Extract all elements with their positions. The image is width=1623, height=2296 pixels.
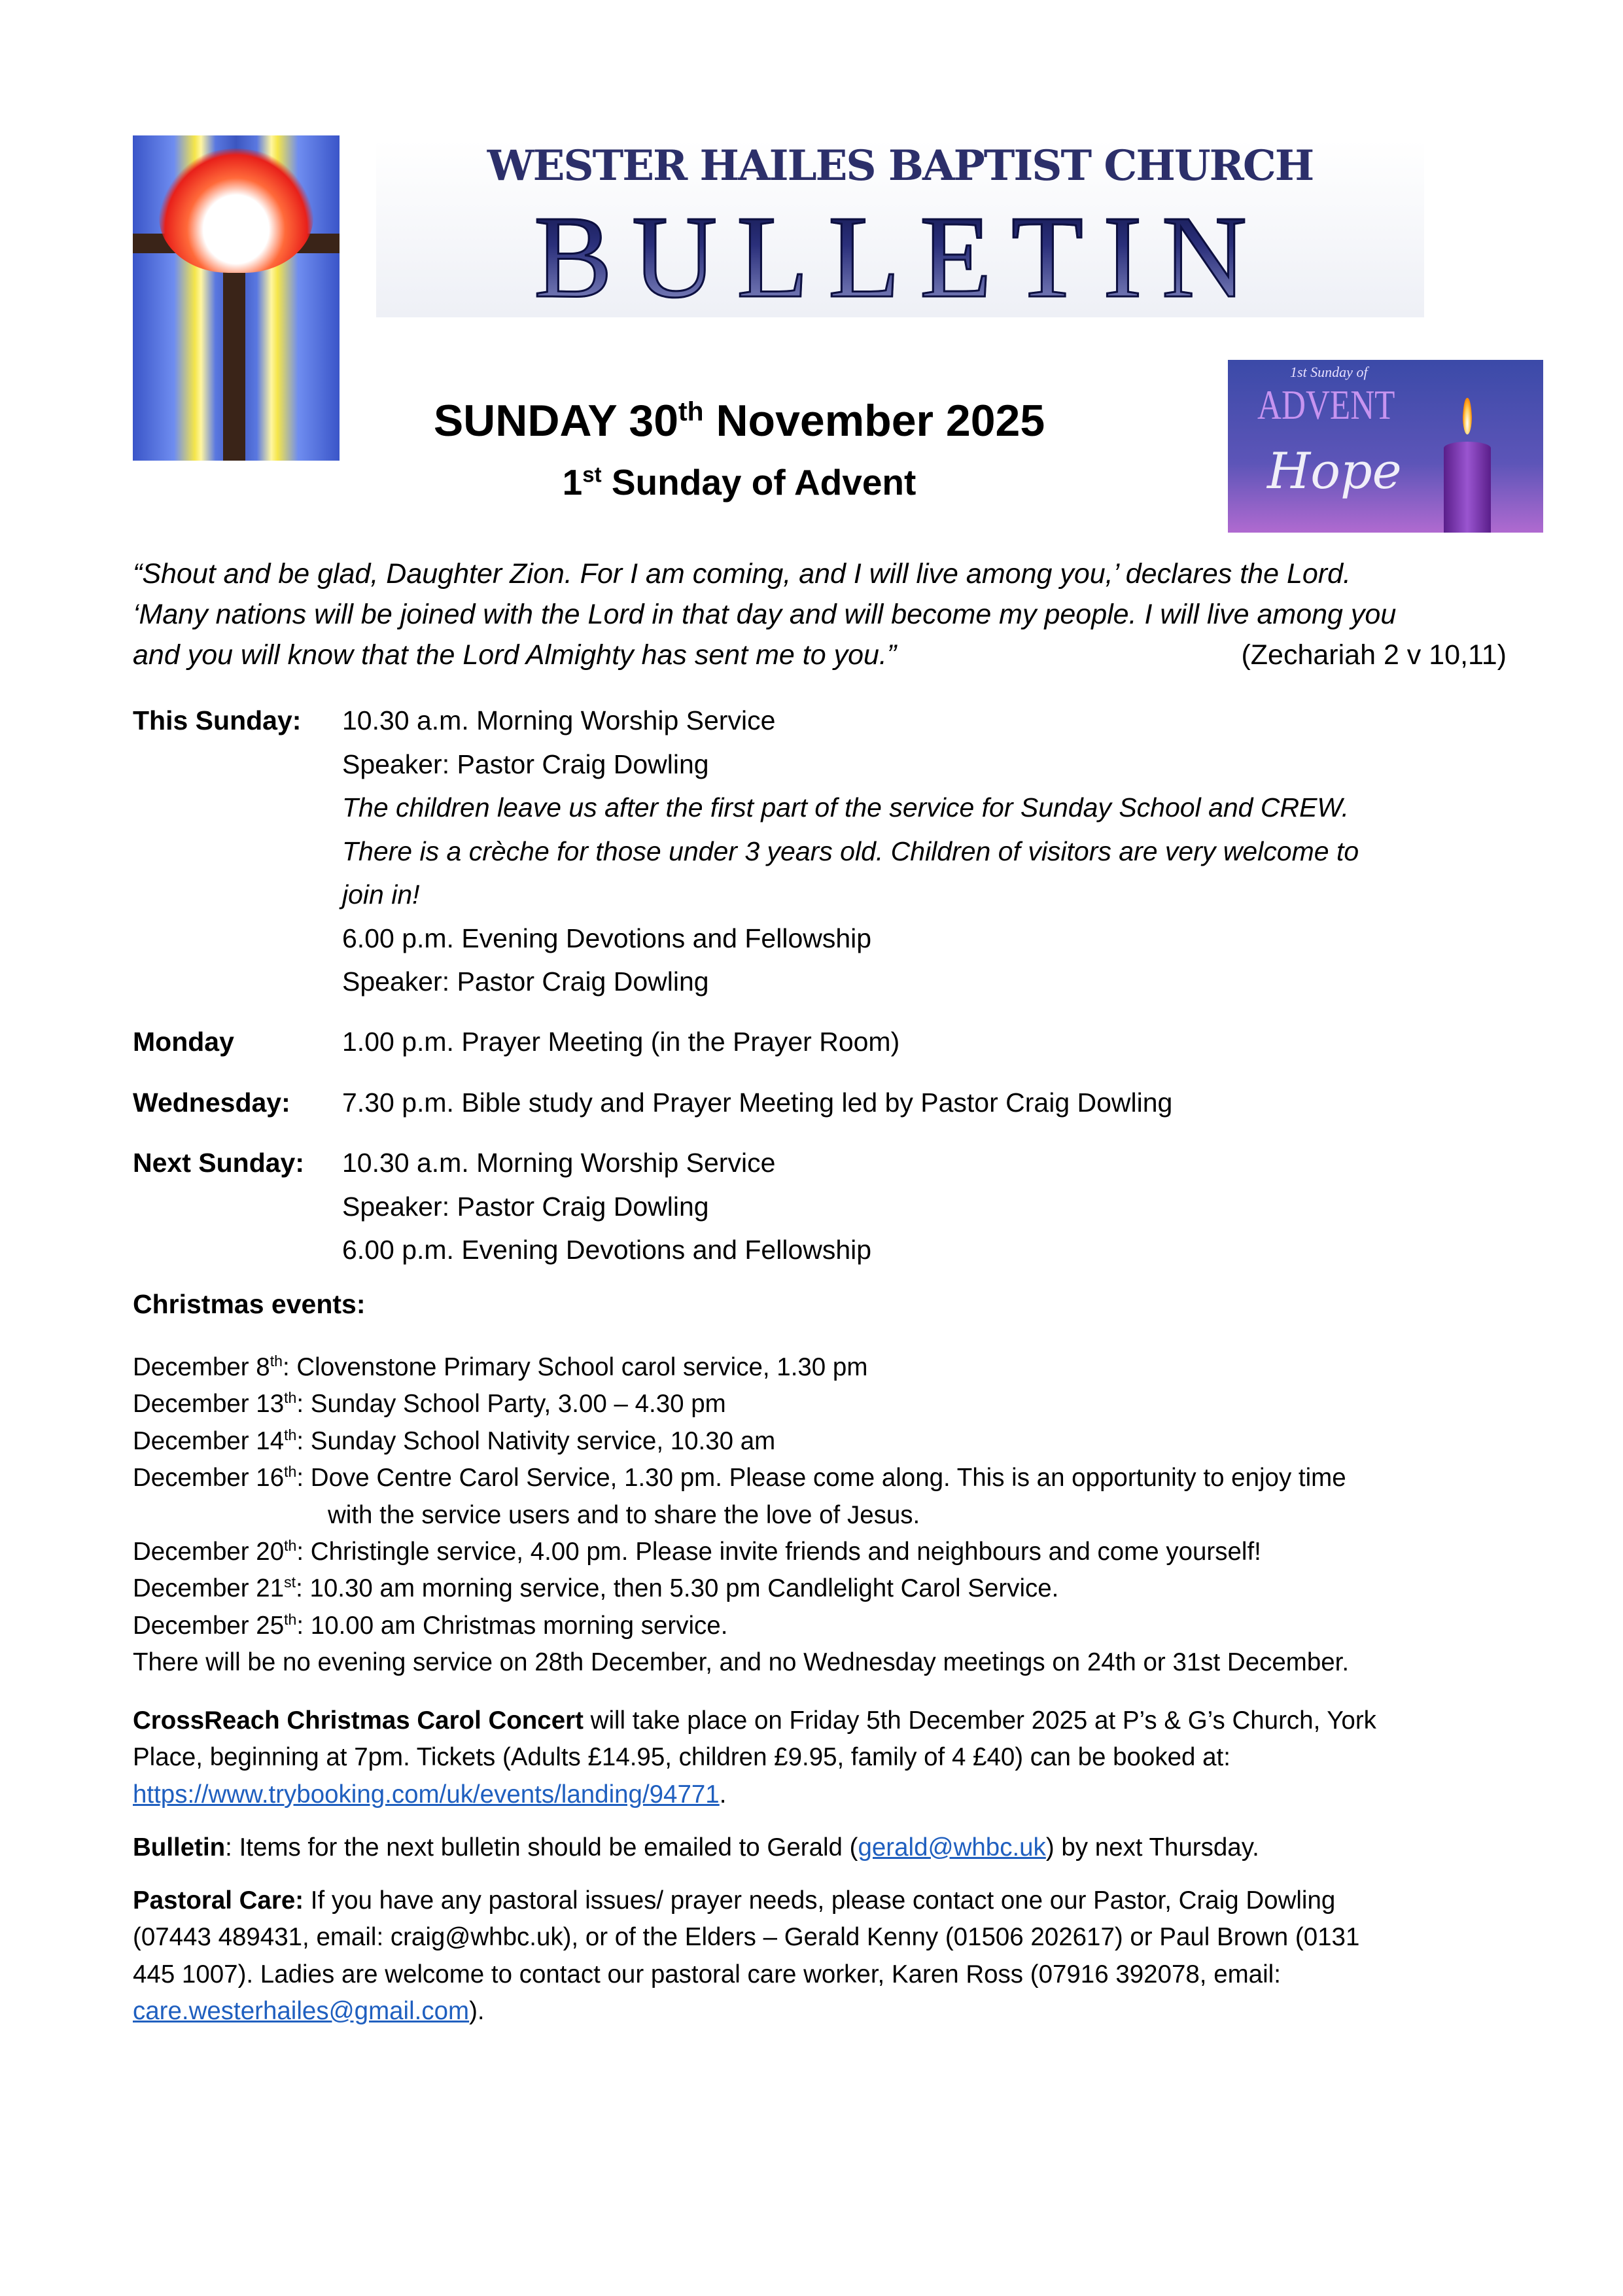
schedule-wednesday (133, 1081, 1539, 1125)
event-item: December 25th: 10.00 am Christmas morning service. (133, 1611, 728, 1640)
page-title: SUNDAY 30th November 2025 (433, 396, 1045, 446)
crossreach-notice: CrossReach Christmas Carol Concert will take place on Friday 5th December 2025 at P’s & G’s Church, York Place, beginning at 7pm. Tickets (Adults £14.95, children £9.95, family of 4 £40) can be booked at: https://www.trybooking.com/uk/events/landing/94771. (133, 1706, 1376, 1809)
candle-flame-icon (1463, 398, 1472, 434)
bulletin-banner-logo (376, 140, 1424, 322)
schedule-line: 10.30 a.m. Morning Worship Service (342, 1148, 776, 1178)
christmas-events-list (133, 1349, 1507, 1682)
schedule-day-label: This Sunday: (133, 705, 302, 735)
christmas-note: There will be no evening service on 28th December, and no Wednesday meetings on 24th or 31st December. (133, 1648, 1350, 1677)
pastoral-care-notice: Pastoral Care: If you have any pastoral issues/ prayer needs, please contact one our Pastor, Craig Dowling (07443 489431, email: craig@whbc.uk), or of the Elders – Gerald Kenny (01506 202617) or Paul Brown (0131 445 1007). Ladies are welcome to contact our pastoral care worker, Karen Ross (07916 392078, email: care.westerhailes@gmail.com). (133, 1886, 1360, 2026)
church-name-logo-text: WESTER HAILES BAPTIST CHURCH (487, 141, 1314, 190)
care-email-link[interactable]: care.westerhailes@gmail.com (133, 1997, 470, 2026)
bulletin-logo-text: BULLETIN (376, 196, 1424, 317)
page-subtitle: 1st Sunday of Advent (562, 462, 916, 503)
quote-line: ‘Many nations will be joined with the Lord in that day and will become my people. I will live among you (133, 599, 1397, 630)
schedule-line: There is a crèche for those under 3 years old. Children of visitors are very welcome to (342, 836, 1359, 866)
schedule-line: Speaker: Pastor Craig Dowling (342, 749, 709, 779)
event-item: December 16th: Dove Centre Carol Service, 1.30 pm. Please come along. This is an opportunity to enjoy time (133, 1463, 1346, 1492)
event-item: December 13th: Sunday School Party, 3.00 – 4.30 pm (133, 1389, 726, 1419)
christmas-events-heading: Christmas events: (133, 1289, 366, 1319)
event-item-continuation: with the service users and to share the love of Jesus. (328, 1500, 920, 1529)
candle-icon (1444, 442, 1491, 533)
schedule-line: join in! (342, 879, 420, 910)
booking-link[interactable]: https://www.trybooking.com/uk/events/landing/94771 (133, 1780, 720, 1809)
quote-line: “Shout and be glad, Daughter Zion. For I am coming, and I will live among you,’ declares the Lord. (133, 558, 1351, 590)
schedule-line: Speaker: Pastor Craig Dowling (342, 966, 709, 997)
bulletin-label: Bulletin (133, 1833, 226, 1862)
advent-image-title: ADVENT (1257, 381, 1395, 428)
schedule-line: 7.30 p.m. Bible study and Prayer Meeting led by Pastor Craig Dowling (342, 1087, 1173, 1118)
quote-reference: (Zechariah 2 v 10,11) (1241, 639, 1507, 671)
schedule-monday (133, 1020, 1539, 1064)
event-item: December 21st: 10.30 am morning service, then 5.30 pm Candlelight Carol Service. (133, 1574, 1059, 1603)
schedule-line: 1.00 p.m. Prayer Meeting (in the Prayer Room) (342, 1027, 900, 1057)
event-item: December 8th: Clovenstone Primary School carol service, 1.30 pm (133, 1352, 868, 1381)
schedule-line: 6.00 p.m. Evening Devotions and Fellowship (342, 923, 872, 953)
schedule-day-label: Monday (133, 1027, 234, 1057)
schedule-line: The children leave us after the first part of the service for Sunday School and CREW. (342, 792, 1350, 822)
advent-image-caption: 1st Sunday of (1290, 364, 1368, 380)
schedule-day-label: Wednesday: (133, 1087, 290, 1118)
crossreach-title: CrossReach Christmas Carol Concert (133, 1706, 584, 1735)
event-item: December 14th: Sunday School Nativity service, 10.30 am (133, 1426, 776, 1455)
gerald-email-link[interactable]: gerald@whbc.uk (858, 1833, 1046, 1862)
event-item: December 20th: Christingle service, 4.00 pm. Please invite friends and neighbours and come yourself! (133, 1537, 1261, 1566)
schedule-line: 6.00 p.m. Evening Devotions and Fellowship (342, 1235, 872, 1265)
schedule-next-sunday (133, 1141, 1539, 1272)
schedule-line: Speaker: Pastor Craig Dowling (342, 1191, 709, 1222)
bulletin-notice: Bulletin: Items for the next bulletin should be emailed to Gerald (gerald@whbc.uk) by next Thursday. (133, 1833, 1259, 1862)
schedule-line: 10.30 a.m. Morning Worship Service (342, 705, 776, 735)
pastoral-care-label: Pastoral Care: (133, 1886, 304, 1915)
quote-line: and you will know that the Lord Almighty has sent me to you.” (133, 639, 897, 671)
schedule-this-sunday (133, 699, 1539, 1004)
advent-image-hope: Hope (1267, 442, 1402, 500)
advent-hope-image (1228, 360, 1543, 533)
scripture-quote (133, 554, 1507, 675)
schedule-day-label: Next Sunday: (133, 1148, 304, 1178)
